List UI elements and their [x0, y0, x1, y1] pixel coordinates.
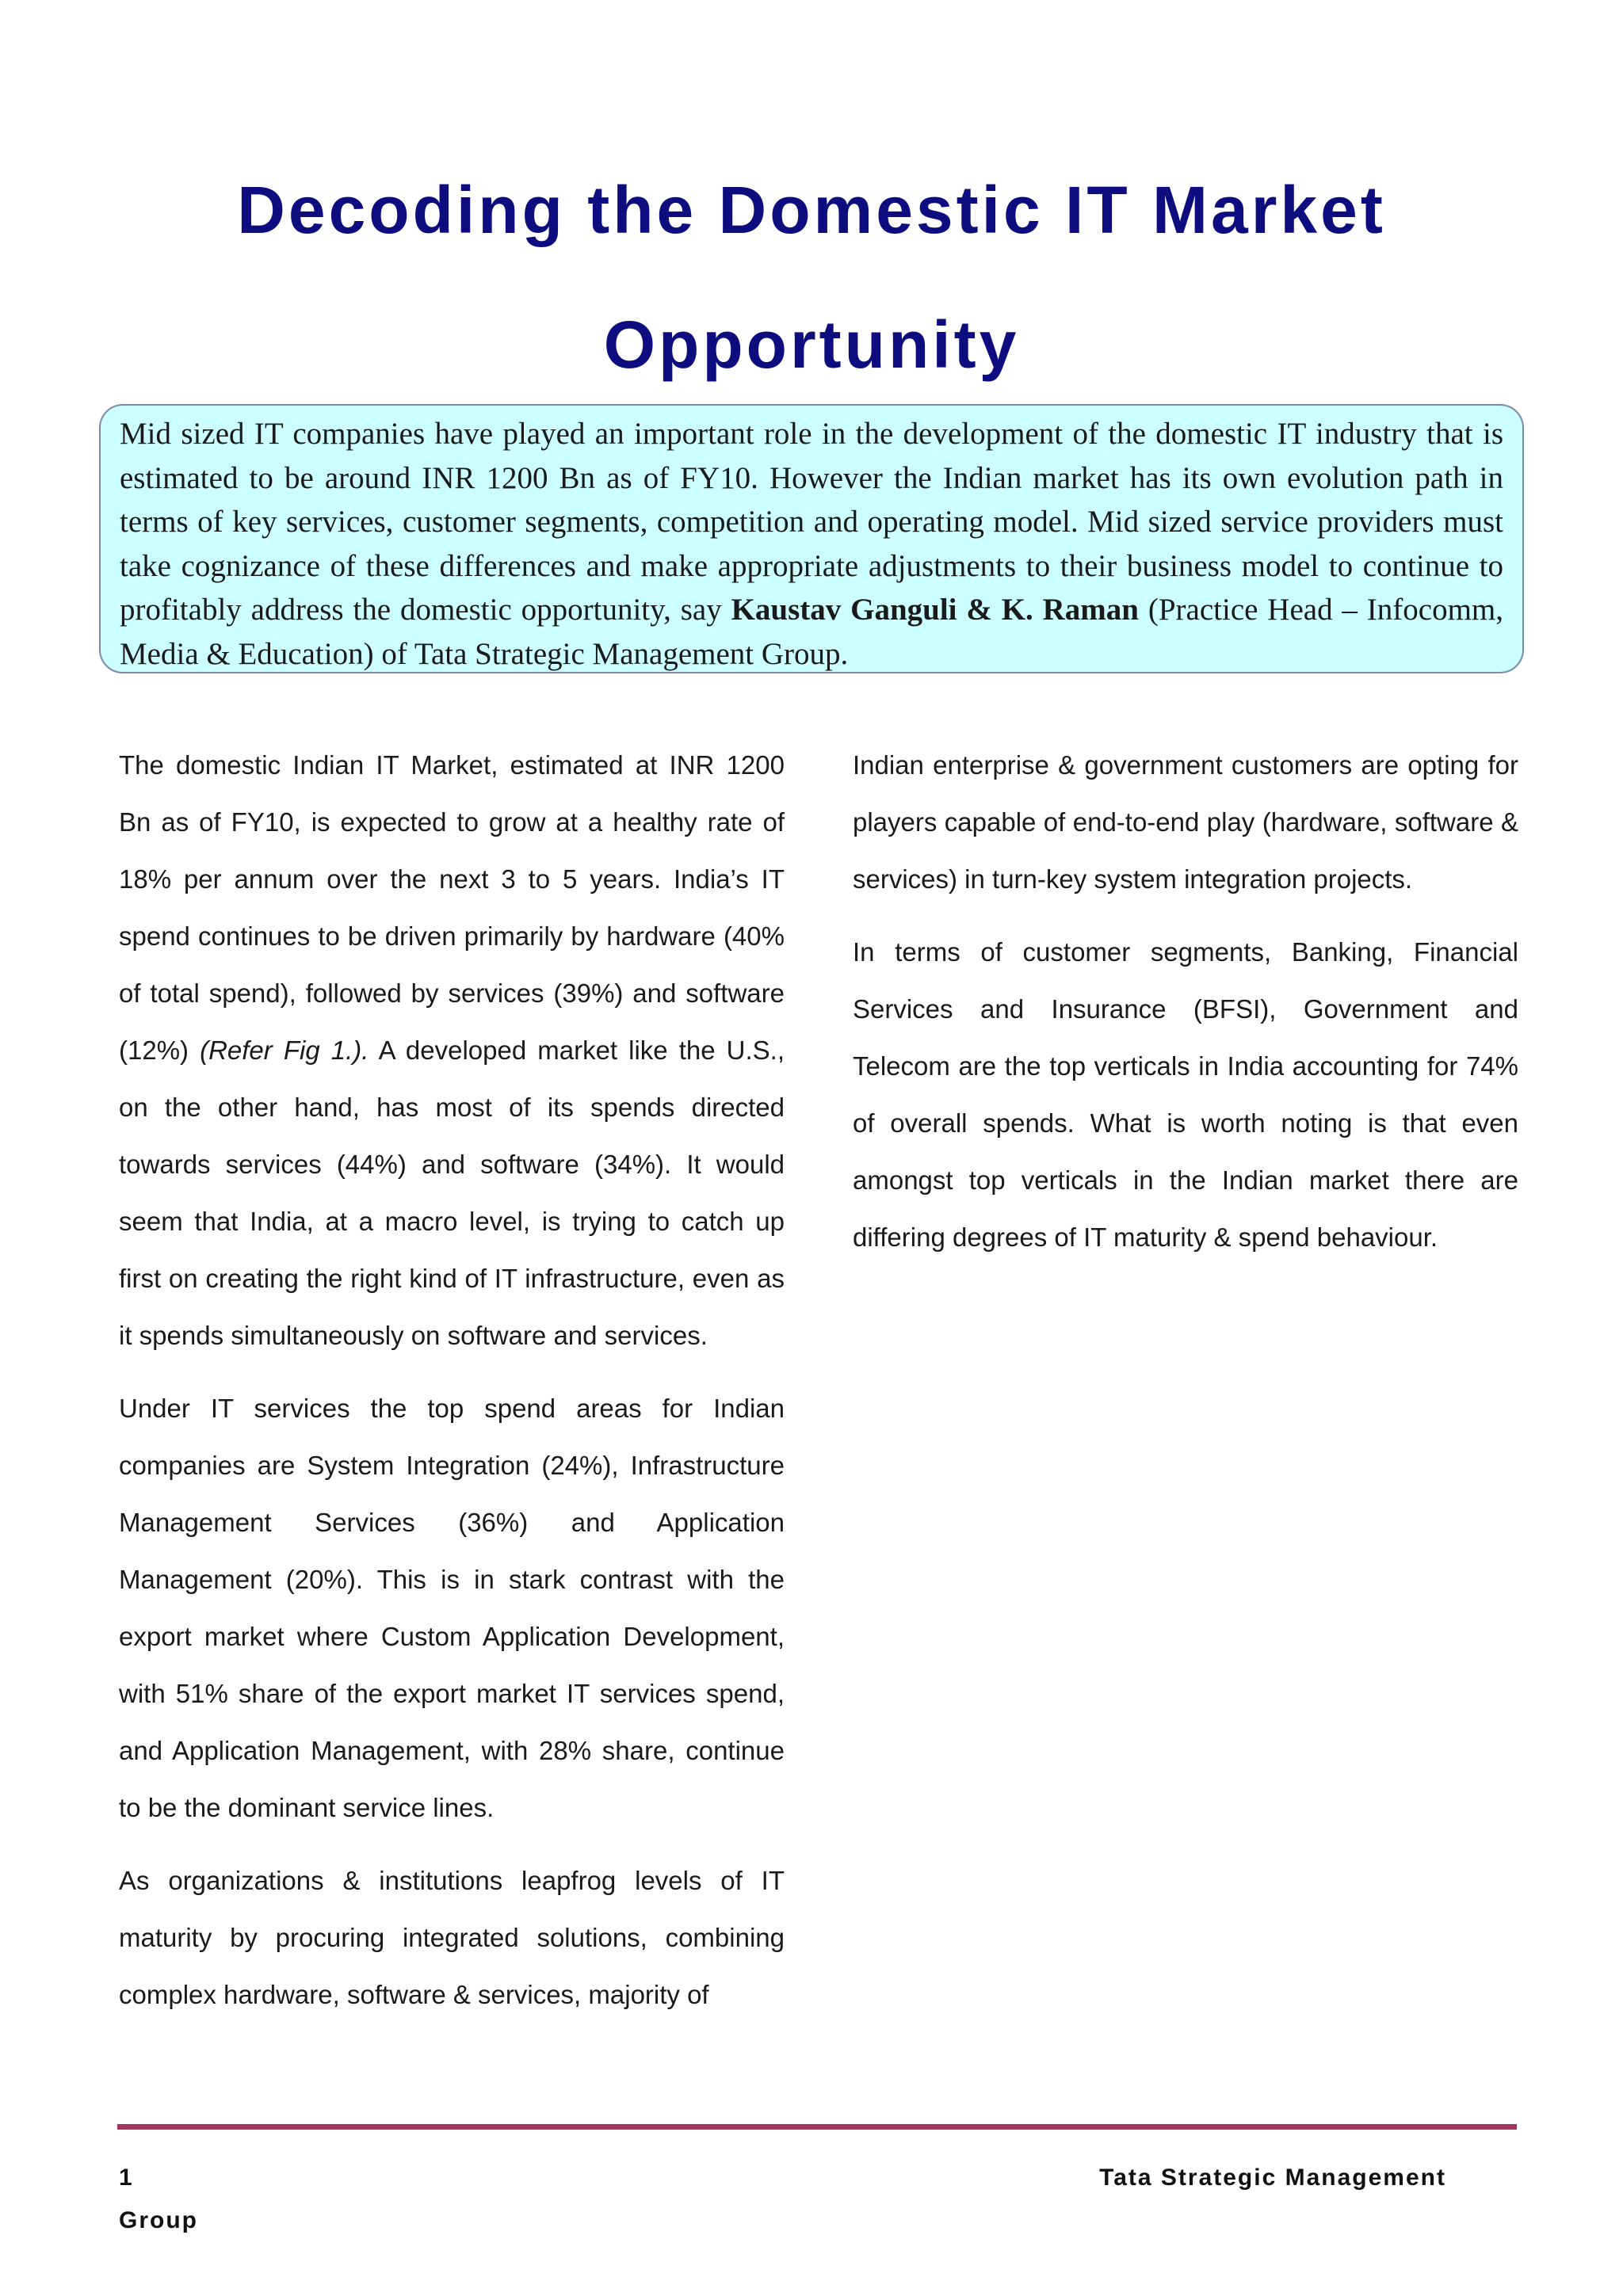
right-paragraph-1: Indian enterprise & government customers are opting for players capable of end-to-end play (hardware, software & services) in turn-key system integration projects. — [853, 750, 1518, 894]
left-paragraph-1-continued: A developed market like the U.S., on the other hand, has most of its spends directed towards services (44%) and software (34%). It would seem that India, at a macro level, is trying to catch up first on creating the right kind of IT infrastructure, even as it spends simultaneously on software and services. — [119, 1035, 785, 1350]
footer-divider — [117, 2124, 1517, 2130]
right-column — [853, 737, 1518, 1282]
page-title — [119, 143, 1504, 412]
left-paragraph-1-text: The domestic Indian IT Market, estimated at INR 1200 Bn as of FY10, is expected to grow at a healthy rate of 18% per annum over the next 3 to 5 years. India’s IT spend continues to be driven primarily by hardware (40% of total spend), followed by services (39%) and software (12%) — [119, 750, 785, 1065]
abstract-text: Mid sized IT companies have played an important role in the development of the domestic IT industry that is estimated to be around INR 1200 Bn as of FY10. However the Indian market has its own evolution path in terms of key services, customer segments, competition and operating model. Mid sized service providers must take cognizance of these differences and make appropriate adjustments to their business model to continue to profitably address the domestic opportunity, say — [120, 417, 1503, 627]
page-number: 1 — [119, 2164, 134, 2191]
abstract-box — [99, 404, 1524, 673]
title-line-2: Opportunity — [603, 307, 1020, 382]
left-paragraph-3: As organizations & institutions leapfrog levels of IT maturity by procuring integrated solutions, combining complex hardware, software & services, majority of — [119, 1866, 785, 2009]
right-paragraph-2: In terms of customer segments, Banking, Financial Services and Insurance (BFSI), Government and Telecom are the top verticals in India accounting for 74% of overall spends. What is worth noting is that even amongst top verticals in the Indian market there are differing degrees of IT maturity & spend behaviour. — [853, 937, 1518, 1252]
abstract-authors: Kaustav Ganguli & K. Raman — [731, 593, 1139, 627]
abstract-author-affiliation: (Practice Head – Infocomm, Media & Education) of Tata Strategic Management Group. — [120, 593, 1504, 671]
left-column — [119, 737, 785, 2039]
left-paragraph-1 — [119, 737, 785, 1364]
title-line-1: Decoding the Domestic IT Market — [237, 173, 1386, 247]
footer-organization-continued: Group — [119, 2207, 198, 2233]
figure-reference: (Refer Fig 1.). — [200, 1035, 369, 1065]
footer-organization: Tata Strategic Management — [1099, 2164, 1446, 2191]
left-paragraph-2: Under IT services the top spend areas for Indian companies are System Integration (24%), Infrastructure Management Services (36%) and Application Management (20%). This is in stark contrast with the export market where Custom Application Development, with 51% share of the export market IT services spend, and Application Management, with 28% share, continue to be the dominant service lines. — [119, 1394, 785, 1822]
